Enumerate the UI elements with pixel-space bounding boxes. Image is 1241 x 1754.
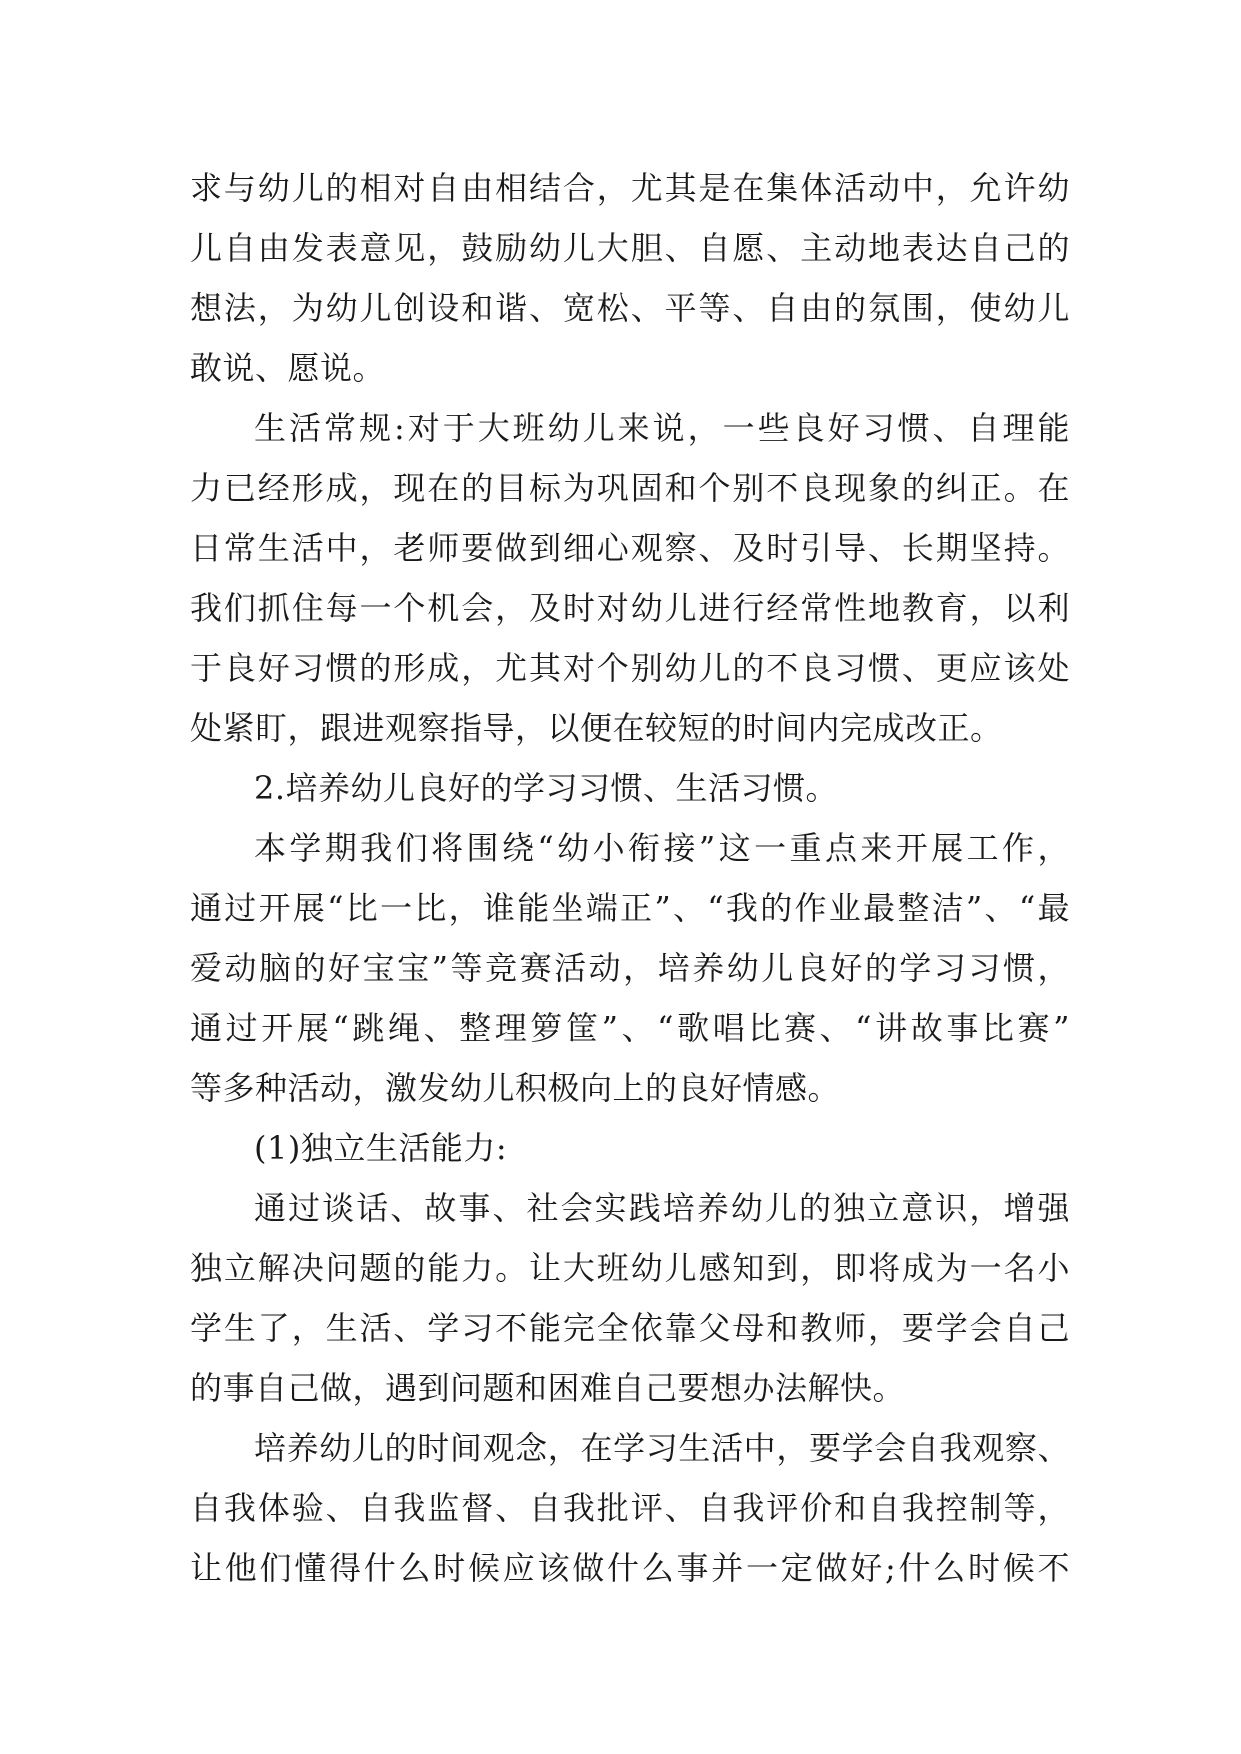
text-line: 敢说、愿说。: [190, 349, 386, 387]
text-line: 生活常规:对于大班幼儿来说，一些良好习惯、自理能: [254, 409, 1070, 447]
text-line: 自我体验、自我监督、自我批评、自我评价和自我控制等，: [190, 1489, 1070, 1527]
text-line: (1)独立生活能力:: [254, 1129, 508, 1167]
document-body: [190, 158, 1070, 1598]
text-line: 学生了，生活、学习不能完全依靠父母和教师，要学会自己: [190, 1309, 1070, 1347]
text-line: 力已经形成，现在的目标为巩固和个别不良现象的纠正。在: [190, 469, 1070, 507]
text-line: 日常生活中，老师要做到细心观察、及时引导、长期坚持。: [190, 529, 1070, 567]
text-line: 2.培养幼儿良好的学习习惯、生活习惯。: [254, 769, 839, 807]
text-line: 通过谈话、故事、社会实践培养幼儿的独立意识，增强: [254, 1189, 1070, 1227]
text-line: 想法，为幼儿创设和谐、宽松、平等、自由的氛围，使幼儿: [190, 289, 1070, 327]
text-line: 等多种活动，激发幼儿积极向上的良好情感。: [190, 1069, 841, 1107]
text-line: 儿自由发表意见，鼓励幼儿大胆、自愿、主动地表达自己的: [190, 229, 1070, 267]
text-line: 求与幼儿的相对自由相结合，尤其是在集体活动中，允许幼: [190, 169, 1070, 207]
text-line: 本学期我们将围绕“幼小衔接”这一重点来开展工作，: [254, 829, 1070, 867]
text-line: 于良好习惯的形成，尤其对个别幼儿的不良习惯、更应该处: [190, 649, 1070, 687]
text-line: 培养幼儿的时间观念，在学习生活中，要学会自我观察、: [254, 1429, 1070, 1467]
text-line: 我们抓住每一个机会，及时对幼儿进行经常性地教育，以利: [190, 589, 1070, 627]
text-line: 通过开展“比一比，谁能坐端正”、“我的作业最整洁”、“最: [190, 889, 1070, 927]
text-line: 独立解决问题的能力。让大班幼儿感知到，即将成为一名小: [190, 1249, 1070, 1287]
text-line: 处紧盯，跟进观察指导，以便在较短的时间内完成改正。: [190, 709, 1003, 747]
text-line: 通过开展“跳绳、整理箩筐”、“歌唱比赛、“讲故事比赛”: [190, 1009, 1070, 1047]
text-line: 让他们懂得什么时候应该做什么事并一定做好;什么时候不: [190, 1549, 1070, 1587]
text-line: 的事自己做，遇到问题和困难自己要想办法解快。: [190, 1369, 906, 1407]
text-line: 爱动脑的好宝宝”等竞赛活动，培养幼儿良好的学习习惯，: [190, 949, 1070, 987]
